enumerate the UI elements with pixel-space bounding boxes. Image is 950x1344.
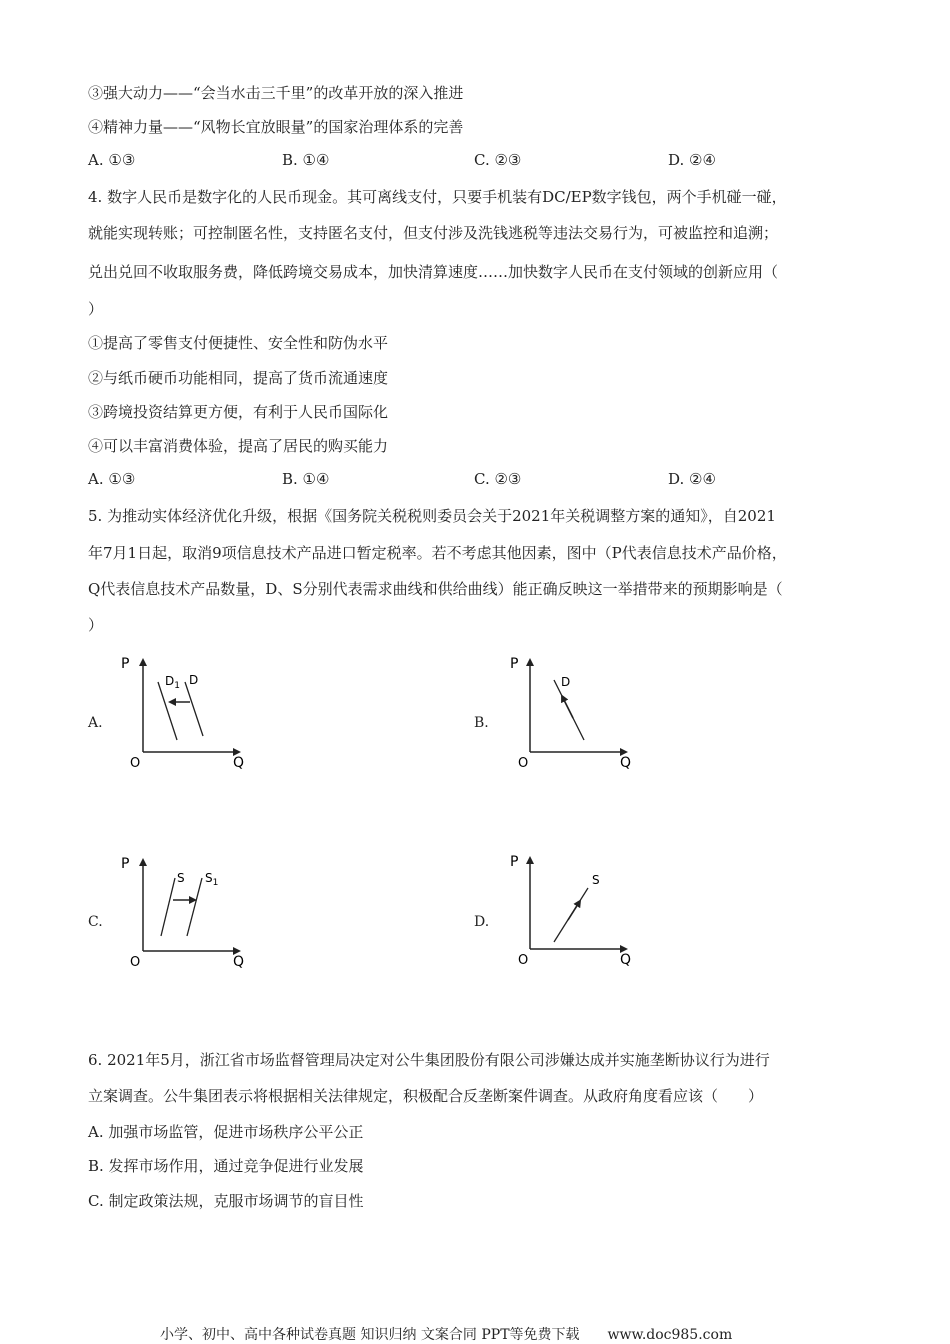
q4-item-1: ①提高了零售支付便捷性、安全性和防伪水平 bbox=[88, 334, 389, 352]
q6-option-a: A. 加强市场监管，促进市场秩序公平公正 bbox=[88, 1123, 364, 1141]
q4-item-2: ②与纸币硬币功能相同，提高了货币流通速度 bbox=[88, 369, 389, 387]
q3-item-4: ④精神力量——“风物长宜放眼量”的国家治理体系的完善 bbox=[88, 118, 464, 136]
q4-option-d: D. ②④ bbox=[668, 470, 716, 488]
graph-c-curve-s1 bbox=[187, 878, 202, 936]
graph-d-curve-s-label: S bbox=[592, 873, 600, 887]
q4-stem-line-3: 兑出兑回不收取服务费，降低跨境交易成本，加快清算速度……加快数字人民币在支付领域的创新应用（ bbox=[88, 263, 779, 281]
q5-stem-line-4: ） bbox=[88, 616, 104, 634]
graph-a-curve-d1-label: $D_1$ bbox=[165, 674, 180, 691]
graph-b-movement-arrow bbox=[562, 696, 573, 718]
q6-stem-line-1: 6. 2021年5月，浙江省市场监督管理局决定对公牛集团股份有限公司涉嫌达成并实施垄断协议行为进行 bbox=[88, 1051, 770, 1069]
q4-item-4: ④可以丰富消费体验，提高了居民的购买能力 bbox=[88, 437, 389, 455]
graph-d-movement-arrow bbox=[568, 901, 580, 920]
graph-a bbox=[115, 650, 265, 775]
graph-a-curve-d bbox=[185, 682, 203, 736]
q3-option-b: B. ①④ bbox=[282, 151, 330, 169]
q5-stem-line-2: 年7月1日起，取消9项信息技术产品进口暂定税率。若不考虑其他因素，图中（P代表信息技术产品价格， bbox=[88, 544, 787, 562]
q4-option-c: C. ②③ bbox=[474, 470, 522, 488]
graph-d-label: D. bbox=[474, 914, 490, 930]
q4-option-b: B. ①④ bbox=[282, 470, 330, 488]
graph-d-q-label: Q bbox=[620, 952, 632, 968]
q6-option-b: B. 发挥市场作用，通过竞争促进行业发展 bbox=[88, 1157, 364, 1175]
graph-b-curve-d-label: D bbox=[561, 675, 571, 689]
graph-c-origin-label: O bbox=[130, 955, 141, 970]
graph-b-origin-label: O bbox=[518, 756, 529, 771]
q5-stem-line-1: 5. 为推动实体经济优化升级，根据《国务院关税税则委员会关于2021年关税调整方案的通知》，自2021 bbox=[88, 507, 776, 525]
q4-item-3: ③跨境投资结算更方便，有利于人民币国际化 bbox=[88, 403, 389, 421]
graph-a-q-label: Q bbox=[233, 755, 245, 771]
graph-a-curve-d-label: D bbox=[189, 673, 199, 687]
q3-option-d: D. ②④ bbox=[668, 151, 716, 169]
graph-c-p-label: P bbox=[121, 856, 130, 872]
graph-b-label: B. bbox=[474, 715, 489, 731]
graph-a-origin-label: O bbox=[130, 756, 141, 771]
graph-a-p-label: P bbox=[121, 656, 130, 672]
graph-c-curve-s bbox=[161, 878, 175, 936]
q4-stem-line-4: ） bbox=[88, 300, 104, 318]
q3-option-a: A. ①③ bbox=[88, 151, 136, 169]
graph-b bbox=[504, 650, 654, 775]
graph-c-curve-s1-label: $S_1$ bbox=[205, 871, 219, 888]
graph-c bbox=[115, 848, 265, 973]
graph-b-q-label: Q bbox=[620, 755, 632, 771]
q3-item-3: ③强大动力——“会当水击三千里”的改革开放的深入推进 bbox=[88, 84, 464, 102]
graph-b-p-label: P bbox=[510, 656, 519, 672]
q4-option-a: A. ①③ bbox=[88, 470, 136, 488]
q4-stem-line-1: 4. 数字人民币是数字化的人民币现金。其可离线支付，只要手机装有DC/EP数字钱包，两个手机碰一碰， bbox=[88, 188, 787, 206]
graph-c-curve-s-label: S bbox=[177, 871, 185, 885]
graph-d bbox=[504, 848, 654, 973]
page-footer: 小学、初中、高中各种试卷真题 知识归纳 文案合同 PPT等免费下载 www.doc985.com bbox=[160, 1327, 733, 1343]
graph-c-label: C. bbox=[88, 914, 103, 930]
graph-d-p-label: P bbox=[510, 854, 519, 870]
graph-d-origin-label: O bbox=[518, 953, 529, 968]
graph-a-label: A. bbox=[88, 715, 103, 731]
q5-stem-line-3: Q代表信息技术产品数量，D、S分别代表需求曲线和供给曲线）能正确反映这一举措带来的预期影响是（ bbox=[88, 580, 783, 598]
q4-stem-line-2: 就能实现转账；可控制匿名性，支持匿名支付，但支付涉及洗钱逃税等违法交易行为，可被监控和追溯； bbox=[88, 224, 779, 242]
graph-c-q-label: Q bbox=[233, 954, 245, 970]
q6-option-c: C. 制定政策法规，克服市场调节的盲目性 bbox=[88, 1192, 364, 1210]
q6-stem-line-2: 立案调查。公牛集团表示将根据相关法律规定，积极配合反垄断案件调查。从政府角度看应该（ ） bbox=[88, 1087, 764, 1105]
q3-option-c: C. ②③ bbox=[474, 151, 522, 169]
